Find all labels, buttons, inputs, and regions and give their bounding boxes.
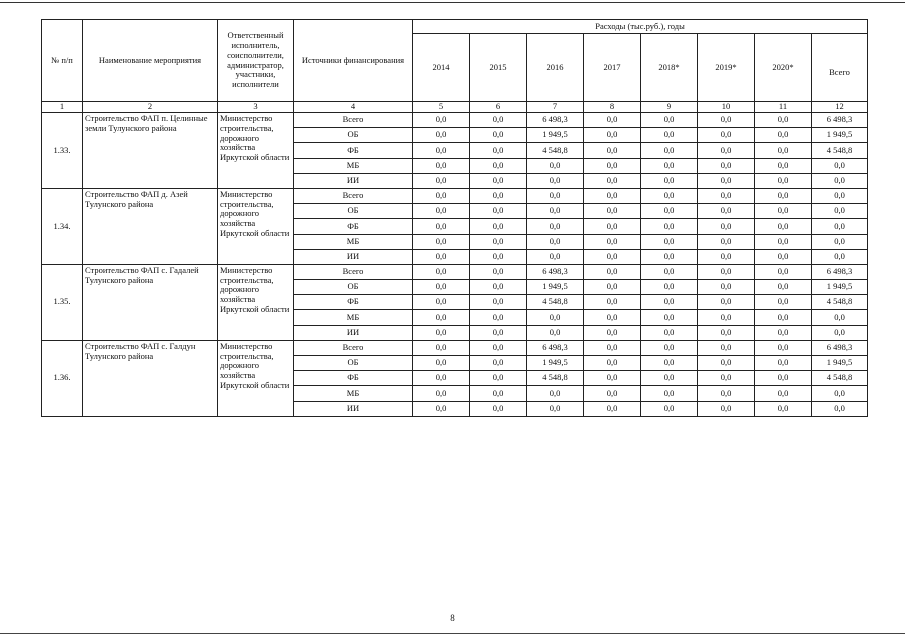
- year-value: 0,0: [470, 386, 527, 401]
- scan-top-edge: [0, 2, 905, 3]
- funding-source: Всего: [294, 113, 413, 128]
- year-value: 0,0: [641, 371, 698, 386]
- header-row-top: [42, 20, 868, 34]
- year-value: 0,0: [584, 371, 641, 386]
- year-value: 0,0: [584, 310, 641, 325]
- year-value: 0,0: [641, 325, 698, 340]
- year-value: 0,0: [470, 371, 527, 386]
- column-number: 3: [218, 102, 294, 113]
- total-value: 0,0: [812, 188, 868, 203]
- column-number: 1: [42, 102, 83, 113]
- year-value: 0,0: [641, 204, 698, 219]
- year-value: 0,0: [413, 143, 470, 158]
- header-executor: Ответственный исполнитель, соисполнители, администратор, участники, исполнители: [218, 20, 294, 102]
- executor-cell: Министерство строительства, дорожного хозяйства Иркутской области: [218, 340, 294, 416]
- year-value: 0,0: [584, 340, 641, 355]
- table-row: [42, 113, 868, 128]
- year-value: 0,0: [755, 295, 812, 310]
- year-value: 0,0: [584, 173, 641, 188]
- total-value: 0,0: [812, 234, 868, 249]
- year-value: 0,0: [584, 113, 641, 128]
- funding-source: ОБ: [294, 128, 413, 143]
- year-value: 0,0: [755, 204, 812, 219]
- total-value: 1 949,5: [812, 280, 868, 295]
- year-value: 0,0: [413, 188, 470, 203]
- year-value: 0,0: [641, 219, 698, 234]
- year-value: 0,0: [527, 173, 584, 188]
- year-value: 0,0: [527, 219, 584, 234]
- year-value: 0,0: [755, 386, 812, 401]
- year-value: 0,0: [413, 295, 470, 310]
- year-value: 0,0: [698, 371, 755, 386]
- funding-source: ОБ: [294, 356, 413, 371]
- year-value: 0,0: [470, 143, 527, 158]
- funding-source: Всего: [294, 188, 413, 203]
- total-value: 0,0: [812, 325, 868, 340]
- year-value: 0,0: [527, 158, 584, 173]
- year-value: 0,0: [641, 128, 698, 143]
- year-value: 0,0: [527, 188, 584, 203]
- year-value: 0,0: [641, 401, 698, 416]
- year-value: 0,0: [698, 128, 755, 143]
- funding-source: ОБ: [294, 204, 413, 219]
- year-value: 0,0: [584, 158, 641, 173]
- year-value: 0,0: [698, 113, 755, 128]
- total-value: 0,0: [812, 219, 868, 234]
- year-value: 0,0: [584, 234, 641, 249]
- year-value: 0,0: [527, 386, 584, 401]
- total-value: 0,0: [812, 173, 868, 188]
- total-value: 6 498,3: [812, 340, 868, 355]
- year-value: 0,0: [755, 264, 812, 279]
- year-value: 0,0: [413, 158, 470, 173]
- item-number: 1.35.: [42, 264, 83, 340]
- year-value: 0,0: [470, 295, 527, 310]
- year-value: 0,0: [413, 113, 470, 128]
- year-value: 1 949,5: [527, 280, 584, 295]
- funding-source: МБ: [294, 234, 413, 249]
- table-body: [42, 113, 868, 417]
- funding-source: ИИ: [294, 249, 413, 264]
- total-value: 6 498,3: [812, 113, 868, 128]
- year-value: 6 498,3: [527, 264, 584, 279]
- year-value: 0,0: [584, 280, 641, 295]
- year-value: 0,0: [470, 401, 527, 416]
- header-name: Наименование мероприятия: [83, 20, 218, 102]
- funding-source: ИИ: [294, 173, 413, 188]
- total-value: 4 548,8: [812, 143, 868, 158]
- year-value: 0,0: [470, 188, 527, 203]
- measure-name: Строительство ФАП д. Азей Тулунского района: [83, 188, 218, 264]
- table-row: [42, 188, 868, 203]
- year-value: 0,0: [470, 173, 527, 188]
- year-value: 0,0: [470, 264, 527, 279]
- year-value: 6 498,3: [527, 113, 584, 128]
- total-value: 1 949,5: [812, 128, 868, 143]
- total-value: 0,0: [812, 204, 868, 219]
- year-value: 0,0: [584, 204, 641, 219]
- year-value: 0,0: [584, 386, 641, 401]
- total-value: 4 548,8: [812, 295, 868, 310]
- year-value: 0,0: [755, 143, 812, 158]
- year-value: 0,0: [641, 234, 698, 249]
- year-value: 0,0: [584, 264, 641, 279]
- funding-source: ОБ: [294, 280, 413, 295]
- measure-name: Строительство ФАП п. Целинные земли Тулунского района: [83, 113, 218, 189]
- expenses-table: [41, 19, 868, 417]
- column-number: 11: [755, 102, 812, 113]
- year-value: 0,0: [698, 204, 755, 219]
- funding-source: МБ: [294, 310, 413, 325]
- year-value: 0,0: [755, 249, 812, 264]
- year-value: 0,0: [413, 128, 470, 143]
- header-num: № п/п: [42, 20, 83, 102]
- total-value: 0,0: [812, 401, 868, 416]
- year-value: 0,0: [470, 280, 527, 295]
- year-value: 0,0: [698, 356, 755, 371]
- column-number: 10: [698, 102, 755, 113]
- year-value: 4 548,8: [527, 295, 584, 310]
- column-number: 5: [413, 102, 470, 113]
- header-year: 2019*: [698, 34, 755, 102]
- year-value: 0,0: [470, 113, 527, 128]
- year-value: 0,0: [698, 340, 755, 355]
- year-value: 0,0: [584, 325, 641, 340]
- year-value: 0,0: [470, 219, 527, 234]
- year-value: 0,0: [755, 158, 812, 173]
- year-value: 0,0: [641, 173, 698, 188]
- year-value: 0,0: [698, 325, 755, 340]
- year-value: 0,0: [641, 188, 698, 203]
- year-value: 0,0: [755, 340, 812, 355]
- year-value: 0,0: [413, 234, 470, 249]
- year-value: 0,0: [527, 234, 584, 249]
- year-value: 0,0: [527, 401, 584, 416]
- year-value: 0,0: [527, 310, 584, 325]
- header-year: 2018*: [641, 34, 698, 102]
- total-value: 0,0: [812, 158, 868, 173]
- year-value: 0,0: [470, 340, 527, 355]
- year-value: 0,0: [698, 188, 755, 203]
- total-value: 6 498,3: [812, 264, 868, 279]
- year-value: 0,0: [641, 264, 698, 279]
- year-value: 1 949,5: [527, 128, 584, 143]
- total-value: 4 548,8: [812, 371, 868, 386]
- executor-cell: Министерство строительства, дорожного хозяйства Иркутской области: [218, 113, 294, 189]
- year-value: 0,0: [413, 219, 470, 234]
- column-number: 6: [470, 102, 527, 113]
- year-value: 0,0: [584, 188, 641, 203]
- total-value: 0,0: [812, 310, 868, 325]
- year-value: 0,0: [641, 113, 698, 128]
- column-number: 2: [83, 102, 218, 113]
- measure-name: Строительство ФАП с. Гадалей Тулунского района: [83, 264, 218, 340]
- executor-cell: Министерство строительства, дорожного хозяйства Иркутской области: [218, 188, 294, 264]
- year-value: 4 548,8: [527, 371, 584, 386]
- year-value: 0,0: [641, 280, 698, 295]
- year-value: 0,0: [641, 158, 698, 173]
- year-value: 0,0: [584, 401, 641, 416]
- header-year: 2020*: [755, 34, 812, 102]
- year-value: 0,0: [641, 143, 698, 158]
- year-value: 0,0: [755, 401, 812, 416]
- year-value: 0,0: [755, 371, 812, 386]
- funding-source: ФБ: [294, 295, 413, 310]
- funding-source: ФБ: [294, 143, 413, 158]
- column-number: 9: [641, 102, 698, 113]
- year-value: 0,0: [470, 234, 527, 249]
- funding-source: Всего: [294, 264, 413, 279]
- year-value: 0,0: [413, 386, 470, 401]
- funding-source: МБ: [294, 158, 413, 173]
- header-sources: Источники финансирования: [294, 20, 413, 102]
- year-value: 0,0: [584, 128, 641, 143]
- funding-source: ИИ: [294, 325, 413, 340]
- year-value: 0,0: [527, 325, 584, 340]
- year-value: 0,0: [470, 158, 527, 173]
- item-number: 1.33.: [42, 113, 83, 189]
- year-value: 0,0: [641, 340, 698, 355]
- year-value: 0,0: [584, 249, 641, 264]
- year-value: 0,0: [755, 325, 812, 340]
- year-value: 0,0: [413, 356, 470, 371]
- header-total: Всего: [812, 34, 868, 102]
- column-number: 4: [294, 102, 413, 113]
- header-year: 2015: [470, 34, 527, 102]
- year-value: 0,0: [698, 295, 755, 310]
- column-number: 7: [527, 102, 584, 113]
- year-value: 0,0: [698, 249, 755, 264]
- year-value: 0,0: [527, 249, 584, 264]
- year-value: 0,0: [470, 310, 527, 325]
- year-value: 0,0: [413, 340, 470, 355]
- year-value: 0,0: [698, 401, 755, 416]
- funding-source: ФБ: [294, 219, 413, 234]
- year-value: 0,0: [413, 325, 470, 340]
- item-number: 1.36.: [42, 340, 83, 416]
- year-value: 0,0: [641, 295, 698, 310]
- year-value: 0,0: [413, 204, 470, 219]
- year-value: 0,0: [584, 143, 641, 158]
- year-value: 0,0: [641, 386, 698, 401]
- measure-name: Строительство ФАП с. Галдун Тулунского района: [83, 340, 218, 416]
- executor-cell: Министерство строительства, дорожного хозяйства Иркутской области: [218, 264, 294, 340]
- page-number: 8: [450, 613, 455, 623]
- scan-bottom-edge: [0, 633, 905, 634]
- year-value: 0,0: [698, 264, 755, 279]
- year-value: 0,0: [698, 143, 755, 158]
- total-value: 1 949,5: [812, 356, 868, 371]
- funding-source: Всего: [294, 340, 413, 355]
- year-value: 0,0: [698, 310, 755, 325]
- table-row: [42, 340, 868, 355]
- year-value: 0,0: [755, 234, 812, 249]
- header-year: 2016: [527, 34, 584, 102]
- year-value: 0,0: [698, 234, 755, 249]
- year-value: 0,0: [755, 310, 812, 325]
- year-value: 0,0: [584, 295, 641, 310]
- year-value: 0,0: [698, 173, 755, 188]
- year-value: 0,0: [584, 219, 641, 234]
- header-year: 2017: [584, 34, 641, 102]
- year-value: 0,0: [698, 280, 755, 295]
- year-value: 0,0: [698, 158, 755, 173]
- funding-source: ФБ: [294, 371, 413, 386]
- year-value: 0,0: [755, 188, 812, 203]
- year-value: 0,0: [470, 249, 527, 264]
- year-value: 0,0: [755, 128, 812, 143]
- year-value: 0,0: [413, 371, 470, 386]
- year-value: 0,0: [584, 356, 641, 371]
- total-value: 0,0: [812, 249, 868, 264]
- year-value: 1 949,5: [527, 356, 584, 371]
- header-expenses: Расходы (тыс.руб.), годы: [413, 20, 868, 34]
- year-value: 0,0: [527, 204, 584, 219]
- year-value: 0,0: [755, 219, 812, 234]
- total-value: 0,0: [812, 386, 868, 401]
- funding-source: МБ: [294, 386, 413, 401]
- year-value: 0,0: [698, 386, 755, 401]
- year-value: 0,0: [413, 401, 470, 416]
- year-value: 0,0: [641, 310, 698, 325]
- year-value: 0,0: [755, 356, 812, 371]
- year-value: 0,0: [641, 249, 698, 264]
- year-value: 0,0: [755, 113, 812, 128]
- item-number: 1.34.: [42, 188, 83, 264]
- funding-source: ИИ: [294, 401, 413, 416]
- year-value: 0,0: [413, 310, 470, 325]
- year-value: 0,0: [698, 219, 755, 234]
- year-value: 4 548,8: [527, 143, 584, 158]
- year-value: 0,0: [413, 173, 470, 188]
- year-value: 6 498,3: [527, 340, 584, 355]
- column-number: 8: [584, 102, 641, 113]
- year-value: 0,0: [641, 356, 698, 371]
- year-value: 0,0: [755, 280, 812, 295]
- year-value: 0,0: [413, 264, 470, 279]
- column-number: 12: [812, 102, 868, 113]
- year-value: 0,0: [470, 204, 527, 219]
- year-value: 0,0: [413, 280, 470, 295]
- year-value: 0,0: [470, 128, 527, 143]
- year-value: 0,0: [755, 173, 812, 188]
- header-year: 2014: [413, 34, 470, 102]
- column-numbers-row: [42, 102, 868, 113]
- table-row: [42, 264, 868, 279]
- year-value: 0,0: [413, 249, 470, 264]
- year-value: 0,0: [470, 325, 527, 340]
- year-value: 0,0: [470, 356, 527, 371]
